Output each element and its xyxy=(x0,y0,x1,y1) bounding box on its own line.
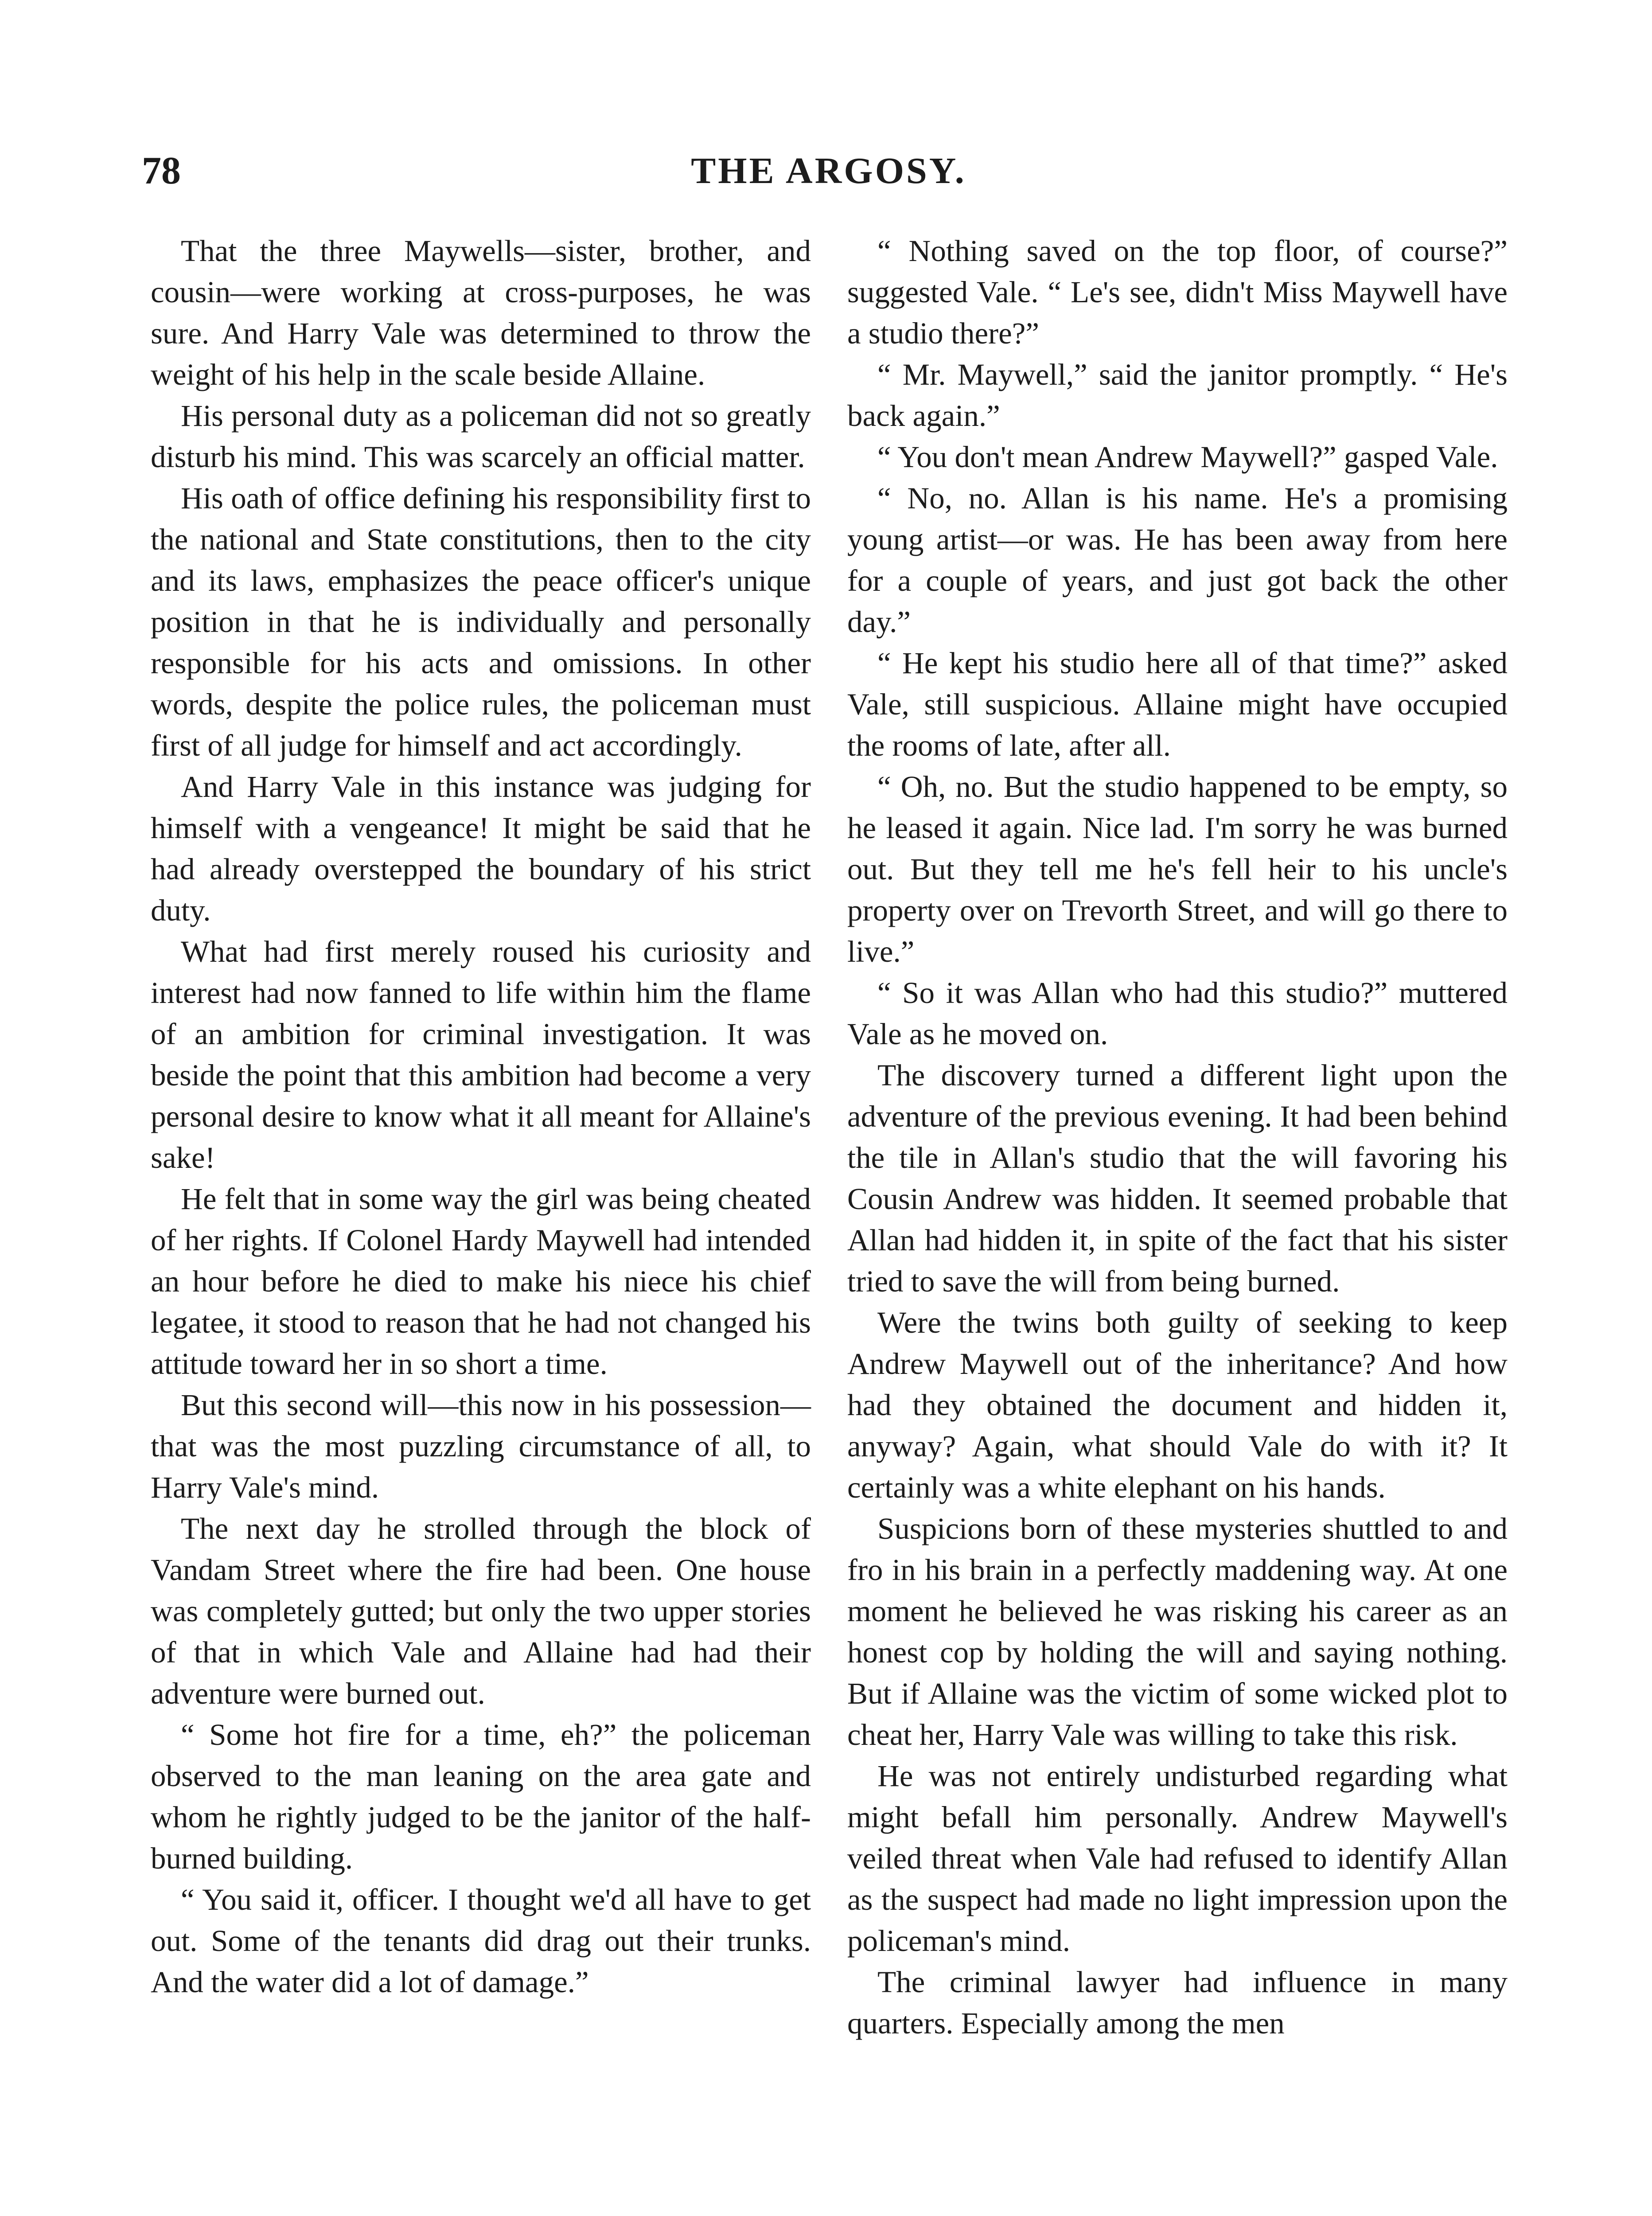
left-column xyxy=(151,230,811,2003)
paragraph: He felt that in some way the girl was being cheated of her rights. If Colonel Hardy Maywell had intended an hour before he died to make his niece his chief legatee, it stood to reason that he had not changed his attitude toward her in so short a time. xyxy=(151,1182,811,1381)
paragraph: And Harry Vale in this instance was judging for himself with a vengeance! It might be said that he had already overstepped the boundary of his strict duty. xyxy=(151,770,811,927)
paragraph: “ Oh, no. But the studio happened to be empty, so he leased it again. Nice lad. I'm sorry he was burned out. But they tell me he's fell heir to his uncle's property over on Trevorth Street, and will go there to live.” xyxy=(847,770,1508,968)
paragraph: “ So it was Allan who had this studio?” muttered Vale as he moved on. xyxy=(847,976,1508,1051)
paragraph: What had first merely roused his curiosity and interest had now fanned to life within him the flame of an ambition for criminal investigation. It was beside the point that this ambition had become a very personal desire to know what it all meant for Allaine's sake! xyxy=(151,935,811,1174)
paragraph: “ You don't mean Andrew Maywell?” gasped Vale. xyxy=(877,440,1498,474)
paragraph: His oath of office defining his responsibility first to the national and State constitutions, then to the city and its laws, emphasizes the peace officer's unique position in that he is individually and personally responsible for his acts and omissions. In other words, despite the police rules, the policeman must first of all judge for himself and act accordingly. xyxy=(151,481,811,762)
page-number: 78 xyxy=(142,149,181,192)
paragraph: “ Nothing saved on the top floor, of course?” suggested Vale. “ Le's see, didn't Miss Maywell have a studio there?” xyxy=(847,234,1508,350)
page-header xyxy=(142,149,1516,202)
paragraph: His personal duty as a policeman did not so greatly disturb his mind. This was scarcely an official matter. xyxy=(151,399,811,474)
paragraph: “ No, no. Allan is his name. He's a promising young artist—or was. He has been away from here for a couple of years, and just got back the other day.” xyxy=(847,481,1508,639)
paragraph: But this second will—this now in his possession—that was the most puzzling circumstance of all, to Harry Vale's mind. xyxy=(151,1388,811,1504)
paragraph: “ Some hot fire for a time, eh?” the policeman observed to the man leaning on the area gate and whom he rightly judged to be the janitor of the half-burned building. xyxy=(151,1718,811,1875)
right-column xyxy=(847,230,1508,2044)
paragraph: Suspicions born of these mysteries shuttled to and fro in his brain in a perfectly maddening way. At one moment he believed he was risking his career as an honest cop by holding the will and saying nothing. But if Allaine was the victim of some wicked plot to cheat her, Harry Vale was willing to take this risk. xyxy=(847,1512,1508,1752)
paragraph: “ Mr. Maywell,” said the janitor promptly. “ He's back again.” xyxy=(847,358,1508,433)
paragraph: The discovery turned a different light upon the adventure of the previous evening. It had been behind the tile in Allan's studio that the will favoring his Cousin Andrew was hidden. It seemed probable that Allan had hidden it, in spite of the fact that his sister tried to save the will from being burned. xyxy=(847,1058,1508,1298)
paragraph: “ You said it, officer. I thought we'd all have to get out. Some of the tenants did drag out their trunks. And the water did a lot of damage.” xyxy=(151,1883,811,1999)
running-title: THE ARGOSY. xyxy=(691,150,966,191)
paragraph: That the three Maywells—sister, brother, and cousin—were working at cross-purposes, he was sure. And Harry Vale was determined to throw the weight of his help in the scale beside Allaine. xyxy=(151,234,811,391)
paragraph: He was not entirely undisturbed regarding what might befall him personally. Andrew Maywell's veiled threat when Vale had refused to identify Allan as the suspect had made no light impression upon the policeman's mind. xyxy=(847,1759,1508,1958)
paragraph: The criminal lawyer had influence in many quarters. Especially among the men xyxy=(847,1965,1508,2040)
paragraph: Were the twins both guilty of seeking to keep Andrew Maywell out of the inheritance? And how had they obtained the document and hidden it, anyway? Again, what should Vale do with it? It certainly was a white elephant on his hands. xyxy=(847,1306,1508,1504)
paragraph: “ He kept his studio here all of that time?” asked Vale, still suspicious. Allaine might have occupied the rooms of late, after all. xyxy=(847,646,1508,762)
paragraph: The next day he strolled through the block of Vandam Street where the fire had been. One house was completely gutted; but only the two upper stories of that in which Vale and Allaine had had their adventure were burned out. xyxy=(151,1512,811,1710)
